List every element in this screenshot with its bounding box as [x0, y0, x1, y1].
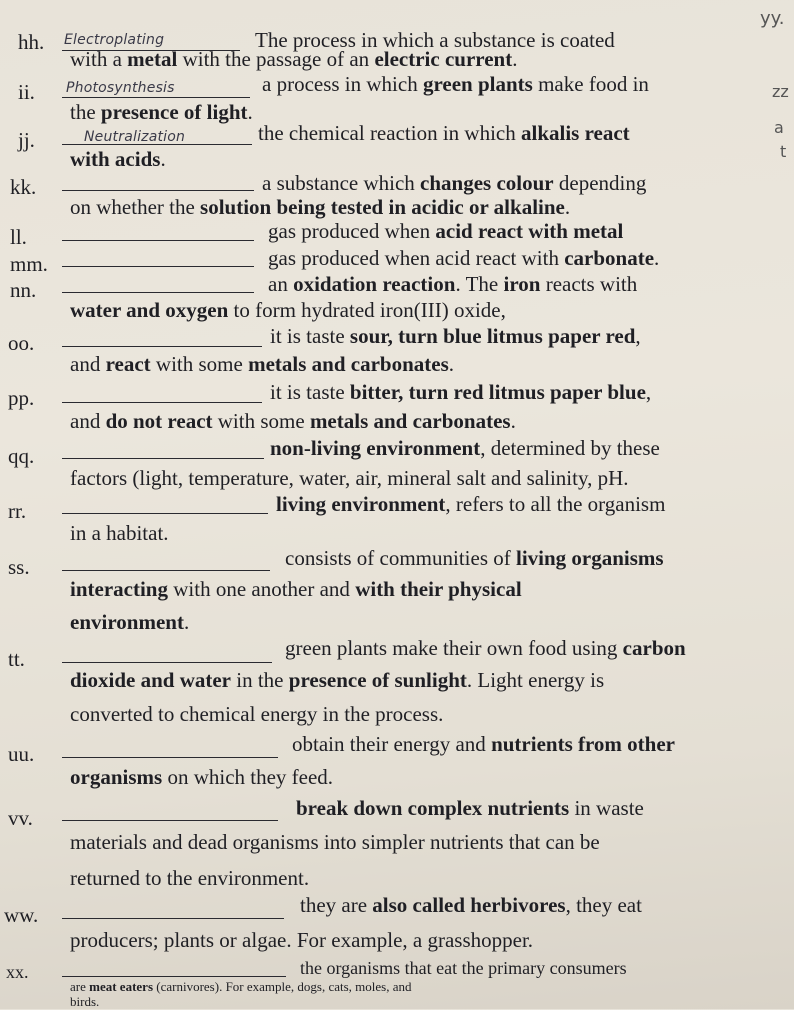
question-text: an oxidation reaction. The iron reacts with [268, 272, 638, 296]
margin-note-t: t [780, 142, 787, 161]
question-text: living environment, refers to all the organism [276, 492, 666, 516]
question-label: kk. [10, 175, 37, 199]
question-text: it is taste sour, turn blue litmus paper red, [270, 324, 641, 348]
question-text-cont: in a habitat. [70, 521, 169, 545]
answer-blank[interactable] [62, 190, 254, 191]
answer-blank[interactable] [62, 513, 268, 514]
handwritten-answer: Electroplating [64, 32, 165, 48]
question-text-cont: interacting with one another and with their physical [70, 577, 522, 601]
question-label: hh. [18, 30, 45, 54]
question-label: rr. [8, 499, 27, 523]
question-text: a substance which changes colour depending [262, 171, 647, 195]
answer-blank[interactable] [62, 820, 278, 821]
question-label: ii. [18, 80, 35, 104]
question-text: consists of communities of living organisms [285, 546, 664, 570]
question-text-cont-2: returned to the environment. [70, 866, 310, 890]
question-text-cont-2: birds. [70, 994, 100, 1009]
answer-blank[interactable] [62, 757, 278, 758]
question-text: a process in which green plants make food in [262, 72, 649, 96]
question-text: it is taste bitter, turn red litmus paper blue, [270, 380, 652, 404]
question-text-cont: with a metal with the passage of an electric current. [70, 47, 518, 71]
answer-blank[interactable] [62, 662, 272, 663]
question-label: uu. [8, 742, 35, 766]
answer-blank[interactable] [62, 97, 250, 98]
question-text: the organisms that eat the primary consumers [300, 958, 627, 978]
answer-blank[interactable] [62, 918, 284, 919]
question-text-cont-2: environment. [70, 610, 190, 634]
question-text: non-living environment, determined by these [270, 436, 660, 460]
question-text-cont: with acids. [70, 147, 166, 171]
question-text: the chemical reaction in which alkalis react [258, 121, 630, 145]
answer-blank[interactable] [62, 458, 264, 459]
question-label: oo. [8, 331, 35, 355]
question-label: nn. [10, 278, 37, 302]
question-label: ss. [8, 555, 30, 579]
answer-blank[interactable] [62, 346, 262, 347]
answer-blank[interactable] [62, 240, 254, 241]
question-text-cont: are meat eaters (carnivores). For example, dogs, cats, moles, and [70, 979, 412, 994]
question-text-cont: water and oxygen to form hydrated iron(III) oxide, [70, 298, 506, 322]
question-text-cont: on whether the solution being tested in acidic or alkaline. [70, 195, 571, 219]
question-text: they are also called herbivores, they eat [300, 893, 642, 917]
margin-note-yy: yy. [760, 8, 785, 29]
answer-blank[interactable] [62, 402, 262, 403]
question-text: green plants make their own food using carbon [285, 636, 686, 660]
question-text-cont: dioxide and water in the presence of sunlight. Light energy is [70, 668, 605, 692]
question-text-cont: factors (light, temperature, water, air, mineral salt and salinity, pH. [70, 466, 629, 490]
question-label: ll. [10, 225, 27, 249]
question-text: gas produced when acid react with metal [268, 219, 624, 243]
question-text-cont: materials and dead organisms into simpler nutrients that can be [70, 830, 600, 854]
question-text: gas produced when acid react with carbonate. [268, 246, 660, 270]
question-text-cont-2: converted to chemical energy in the process. [70, 702, 444, 726]
question-text-cont: producers; plants or algae. For example, a grasshopper. [70, 928, 534, 952]
question-label: vv. [8, 806, 33, 830]
question-text-cont: and do not react with some metals and carbonates. [70, 409, 516, 433]
handwritten-answer: Neutralization [84, 129, 186, 145]
answer-blank[interactable] [62, 976, 286, 977]
margin-note-zz: zz [772, 82, 789, 101]
answer-blank[interactable] [62, 570, 270, 571]
question-text-cont: and react with some metals and carbonates. [70, 352, 454, 376]
question-label: qq. [8, 444, 35, 468]
question-label: pp. [8, 386, 35, 410]
question-label: xx. [6, 962, 29, 982]
answer-blank[interactable] [62, 266, 254, 267]
question-label: tt. [8, 647, 25, 671]
question-text-cont: the presence of light. [70, 100, 253, 124]
question-label: mm. [10, 252, 48, 276]
question-label: ww. [4, 903, 39, 927]
question-text-cont: organisms on which they feed. [70, 765, 334, 789]
question-text: break down complex nutrients in waste [296, 796, 644, 820]
handwritten-answer: Photosynthesis [66, 80, 175, 96]
answer-blank[interactable] [62, 292, 254, 293]
question-label: jj. [18, 128, 35, 152]
margin-note-a: a [774, 118, 784, 137]
question-text: obtain their energy and nutrients from other [292, 732, 675, 756]
question-text: The process in which a substance is coated [255, 28, 615, 52]
